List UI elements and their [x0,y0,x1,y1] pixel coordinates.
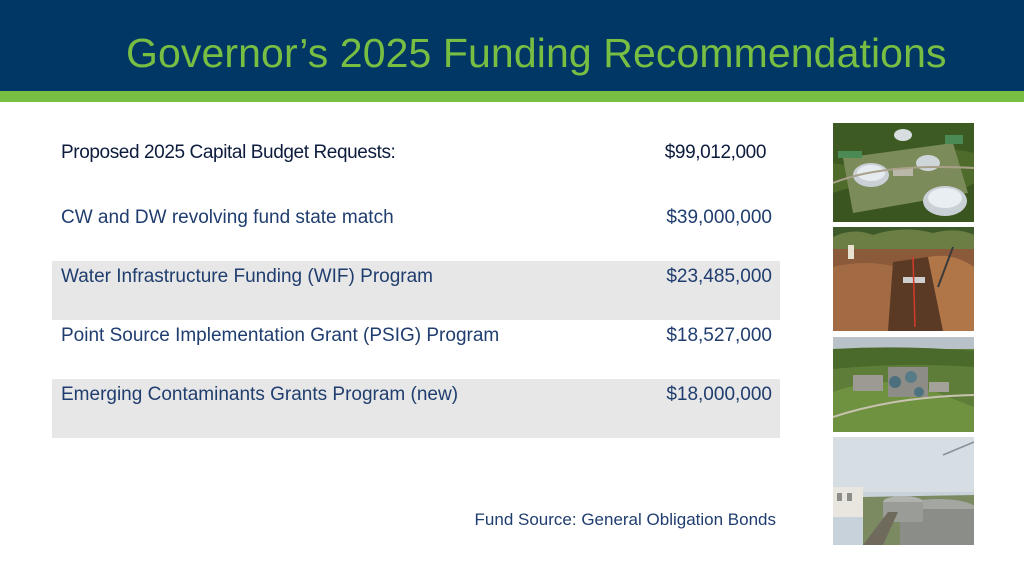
row-label: Water Infrastructure Funding (WIF) Program [61,266,434,287]
table-row [52,202,780,261]
row-label: Point Source Implementation Grant (PSIG) Program [61,325,500,346]
budget-total-amount: $99,012,000 [664,142,766,163]
green-accent-bar [0,91,1024,102]
table-row [52,379,780,438]
facility-aerial-photo [833,337,974,432]
treatment-tanks-photo [833,437,974,545]
row-amount: $39,000,000 [666,207,772,228]
row-amount: $18,000,000 [666,384,772,405]
fund-source-note: Fund Source: General Obligation Bonds [474,510,776,529]
table-row [52,261,780,320]
row-label: CW and DW revolving fund state match [61,207,394,228]
row-label: Emerging Contaminants Grants Program (new) [61,384,459,405]
table-row [52,320,780,379]
excavation-photo [833,227,974,331]
budget-header-label: Proposed 2025 Capital Budget Requests: [61,142,396,163]
treatment-plant-aerial-photo [833,123,974,222]
slide-title: Governor’s 2025 Funding Recommendations [126,30,947,76]
row-amount: $18,527,000 [666,325,772,346]
budget-header-row [52,122,780,181]
row-amount: $23,485,000 [666,266,772,287]
